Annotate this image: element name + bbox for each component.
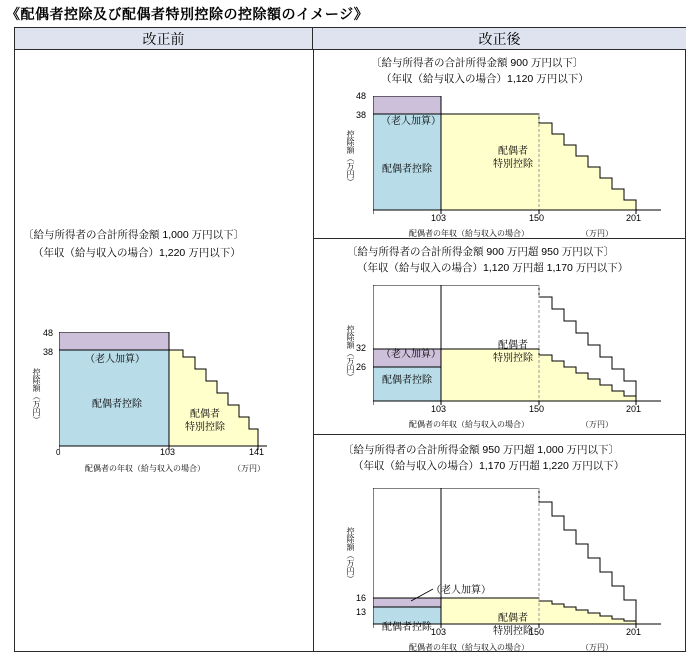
x-axis-unit-after1: （万円） (581, 229, 613, 238)
caption-before-line1: 〔給与所得者の合計所得金額 1,000 万円以下〕 (23, 229, 245, 241)
ytick-32-after2: 32 (356, 343, 367, 353)
ytick-38-before: 38 (43, 347, 54, 357)
y-axis-label-after3: 控除額（万円） (346, 527, 355, 583)
y-axis-label-before: 控除額（万円） (32, 368, 41, 424)
caption-after2-line2: （年収（給与収入の場合）1,120 万円超 1,170 万円以下） (357, 262, 629, 274)
y-axis-label-after2: 控除額（万円） (346, 325, 355, 381)
legend-special-before-l2: 特別控除 (185, 422, 225, 433)
xtick-103-after2: 103 (431, 404, 447, 414)
ytick-48-after1: 48 (356, 91, 367, 101)
xtick-141-before: 141 (249, 447, 265, 457)
xtick-150-after3: 150 (529, 627, 545, 637)
xtick-103-after3: 103 (431, 627, 447, 637)
panel-after-1 (313, 50, 686, 238)
xtick-201-after1: 201 (626, 213, 642, 223)
caption-after3-line2: （年収（給与収入の場合）1,170 万円超 1,220 万円以下） (353, 460, 625, 472)
legend-special-after2-l1: 配偶者 (498, 340, 528, 351)
caption-after2-line1: 〔給与所得者の合計所得金額 900 万円超 950 万円以下〕 (347, 246, 615, 258)
ytick-48-before: 48 (43, 328, 54, 338)
legend-special-after2 (483, 339, 543, 365)
xtick-0-before: 0 (56, 448, 61, 457)
x-axis-label-after1: 配偶者の年収（給与収入の場合） (409, 229, 529, 238)
x-axis-unit-after3: （万円） (581, 643, 613, 652)
x-axis-label-before: 配偶者の年収（給与収入の場合） (85, 464, 205, 473)
legend-elderly-after2: （老人加算） (381, 349, 441, 360)
ytick-26-after2: 26 (356, 362, 367, 372)
xtick-201-after3: 201 (626, 627, 642, 637)
x-axis-label-after3: 配偶者の年収（給与収入の場合） (409, 643, 529, 652)
legend-special-after1-l1: 配偶者 (498, 146, 528, 157)
legend-special-after3-l1: 配偶者 (498, 613, 528, 624)
x-axis-label-after2: 配偶者の年収（給与収入の場合） (409, 420, 529, 429)
elderly-callout-line (405, 585, 435, 599)
x-axis-unit-before: （万円） (233, 464, 265, 473)
caption-after1-line1: 〔給与所得者の合計所得金額 900 万円以下〕 (371, 57, 584, 69)
xtick-150-after2: 150 (529, 404, 545, 414)
legend-special-after2-l2: 特別控除 (493, 353, 533, 364)
legend-elderly-before: （老人加算） (85, 354, 145, 365)
legend-special-after1 (483, 145, 543, 171)
caption-before-line2: （年収（給与収入の場合）1,220 万円以下） (33, 247, 241, 259)
legend-special-after1-l2: 特別控除 (493, 159, 533, 170)
xtick-150-after1: 150 (529, 213, 545, 223)
x-axis-unit-after2: （万円） (581, 420, 613, 429)
ytick-16-after3: 16 (356, 593, 367, 603)
legend-special-before (175, 408, 235, 434)
y-axis-label-after1: 控除額（万円） (346, 130, 355, 186)
legend-special-after3-l2: 特別控除 (493, 626, 533, 637)
xtick-103-before: 103 (160, 447, 176, 457)
legend-spouse-after1: 配偶者控除 (382, 164, 432, 175)
diagram-frame (14, 27, 686, 652)
header-after: 改正後 (313, 28, 686, 50)
panel-after-2 (313, 239, 686, 434)
caption-after3-line1: 〔給与所得者の合計所得金額 950 万円超 1,000 万円以下〕 (343, 444, 619, 456)
legend-elderly-after3: （老人加算） (431, 585, 491, 596)
ytick-38-after1: 38 (356, 110, 367, 120)
page-title: 《配偶者控除及び配偶者特別控除の控除額のイメージ》 (6, 6, 369, 22)
xtick-201-after2: 201 (626, 404, 642, 414)
panel-after-3 (313, 435, 686, 652)
ytick-13-after3: 13 (356, 607, 367, 617)
caption-after1-line2: （年収（給与収入の場合）1,120 万円以下） (381, 73, 589, 85)
legend-elderly-after1: （老人加算） (381, 116, 441, 127)
legend-spouse-before: 配偶者控除 (92, 399, 142, 410)
legend-spouse-after3: 配偶者控除 (382, 622, 432, 633)
legend-special-before-l1: 配偶者 (190, 409, 220, 420)
header-before: 改正前 (15, 28, 313, 50)
xtick-103-after1: 103 (431, 213, 447, 223)
panel-before (15, 50, 313, 652)
legend-spouse-after2: 配偶者控除 (382, 375, 432, 386)
